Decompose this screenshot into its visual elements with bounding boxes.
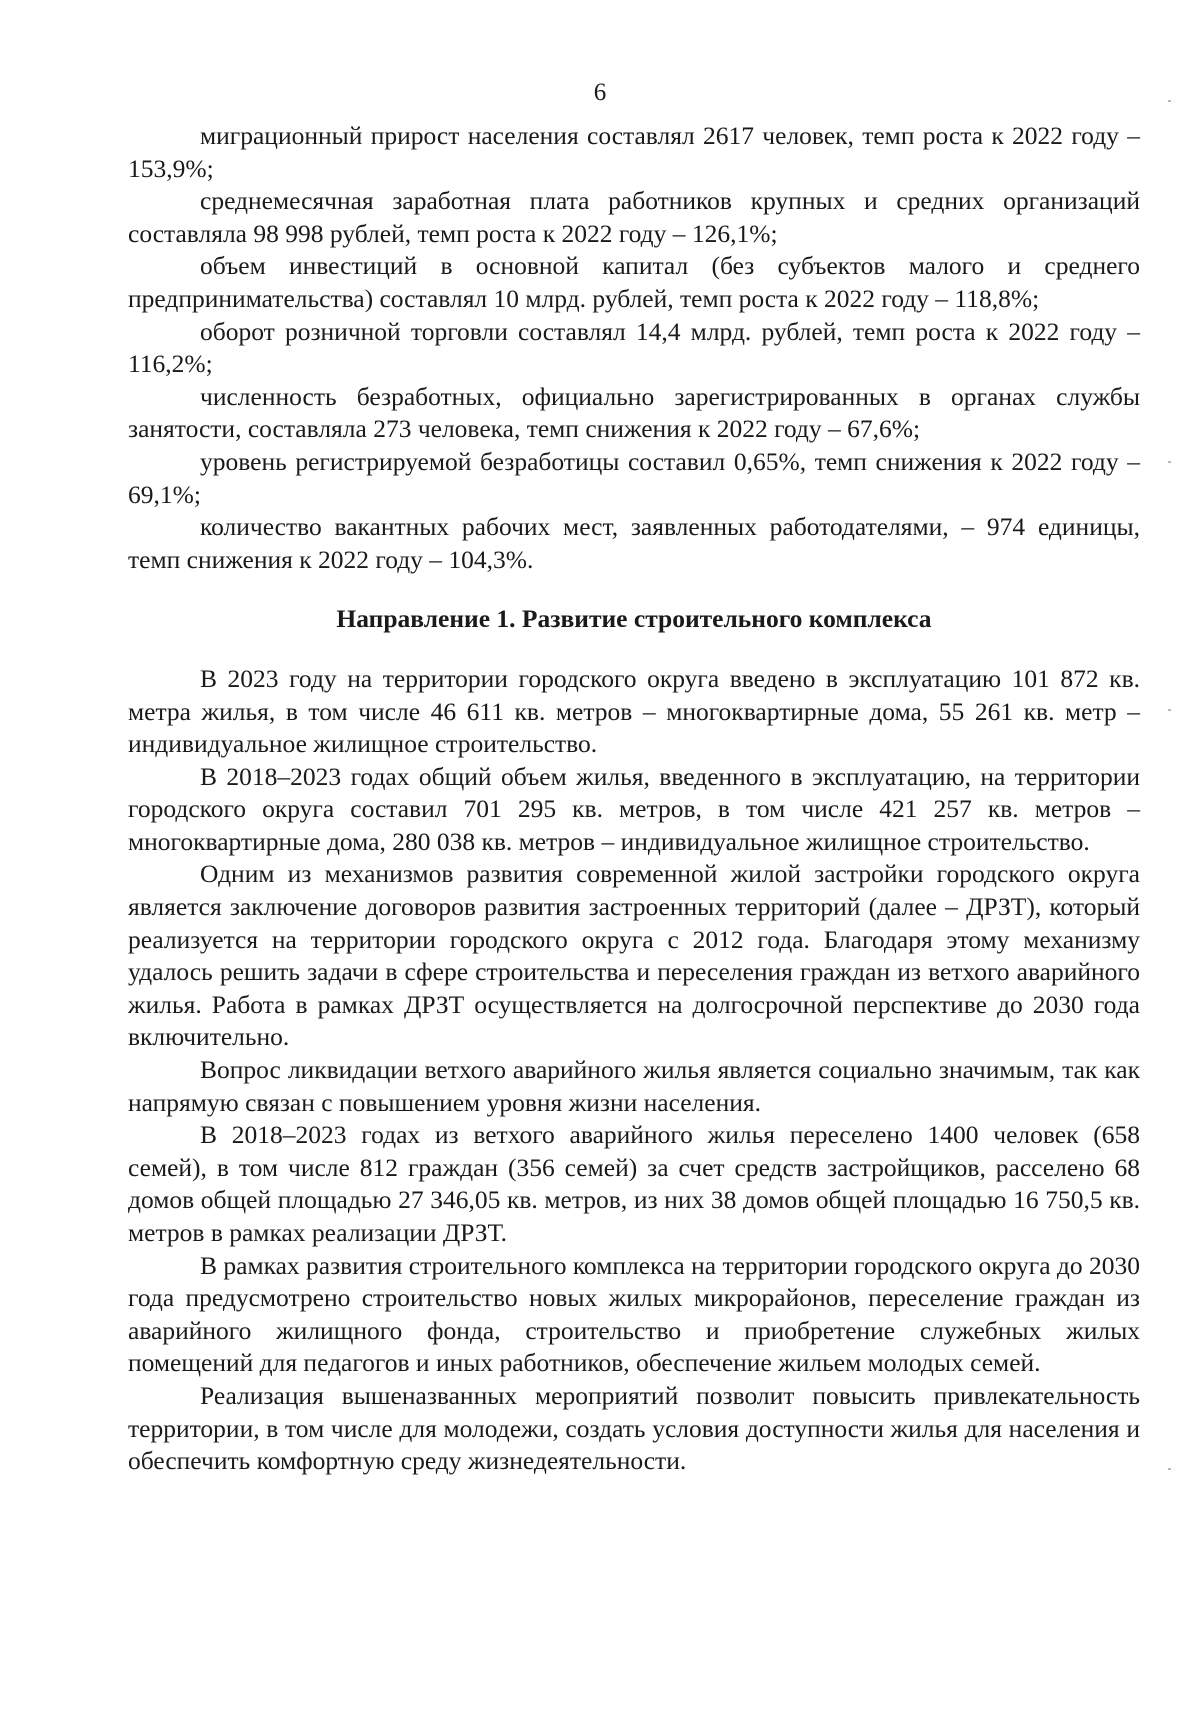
paragraph-resettlement: В 2018–2023 годах из ветхого аварийного жилья переселено 1400 человек (658 семей), в том числе 812 граждан (356 семей) за счет средств застройщиков, расселено 68 домов общей площадью 27 346,05 кв. метров, из них 38 домов общей площадью 16 750,5 кв. метров в рамках реализации ДРЗТ. — [128, 1120, 1140, 1247]
paragraph-salary: среднемесячная заработная плата работников крупных и средних организаций составляла 98 998 рублей, темп роста к 2022 году – 126,1%; — [128, 186, 1140, 248]
section-heading: Направление 1. Развитие строительного комплекса — [336, 604, 932, 634]
paragraph-migration: миграционный прирост населения составлял 2617 человек, темп роста к 2022 году – 153,9%; — [128, 121, 1140, 183]
page-body — [128, 120, 1140, 1478]
paragraph-drzt-mechanism: Одним из механизмов развития современной жилой застройки городского округа является заключение договоров развития застроенных территорий (далее – ДРЗТ), который реализуется на территории городского округа с 2012 года. Благодаря этому механизму удалось решить задачи в сфере строительства и переселения граждан из ветхого аварийного жилья. Работа в рамках ДРЗТ осуществляется на долгосрочной перспективе до 2030 года включительно. — [128, 859, 1140, 1052]
paragraph-development-plans: В рамках развития строительного комплекса на территории городского округа до 2030 года предусмотрено строительство новых жилых микрорайонов, переселение граждан из аварийного жилищного фонда, строительство и приобретение служебных жилых помещений для педагогов и иных работников, обеспечение жильем молодых семей. — [128, 1250, 1141, 1378]
page-number: 6 — [593, 79, 607, 106]
paragraph-outcomes: Реализация вышеназванных мероприятий позволит повысить привлекательность территории, в том числе для молодежи, создать условия доступности жилья для населения и обеспечить комфортную среду жизнедеятельности. — [128, 1380, 1140, 1476]
paragraph-unemployed: численность безработных, официально зарегистрированных в органах службы занятости, составляла 273 человека, темп снижения к 2022 году – 67,6%; — [128, 381, 1140, 444]
paragraph-retail: оборот розничной торговли составлял 14,4 млрд. рублей, темп роста к 2022 году – 116,2%; — [128, 316, 1140, 379]
scan-speck — [1168, 100, 1171, 102]
paragraph-housing-2018-2023: В 2018–2023 годах общий объем жилья, введенного в эксплуатацию, на территории городского округа составил 701 295 кв. метров, в том числе 421 257 кв. метров – многоквартирные дома, 280 038 кв. метров – индивидуальное жилищное строительство. — [128, 761, 1140, 856]
scan-speck — [1168, 709, 1171, 711]
paragraph-unemployment-rate: уровень регистрируемой безработицы составил 0,65%, темп снижения к 2022 году – 69,1%; — [128, 446, 1140, 509]
paragraph-vacancies: количество вакантных рабочих мест, заявленных работодателями, – 974 единицы, темп снижения к 2022 году – 104,3%. — [128, 512, 1140, 574]
scan-speck — [1168, 1468, 1171, 1470]
paragraph-investment: объем инвестиций в основной капитал (без субъектов малого и среднего предпринимательства) составлял 10 млрд. рублей, темп роста к 2022 году – 118,8%; — [128, 251, 1140, 313]
paragraph-housing-2023: В 2023 году на территории городского округа введено в эксплуатацию 101 872 кв. метра жилья, в том числе 46 611 кв. метров – многоквартирные дома, 55 261 кв. метр – индивидуальное жилищное строительство. — [128, 663, 1140, 759]
paragraph-dilapidated-housing: Вопрос ликвидации ветхого аварийного жилья является социально значимым, так как напрямую связан с повышением уровня жизни населения. — [128, 1055, 1140, 1117]
scan-speck — [1168, 461, 1171, 463]
